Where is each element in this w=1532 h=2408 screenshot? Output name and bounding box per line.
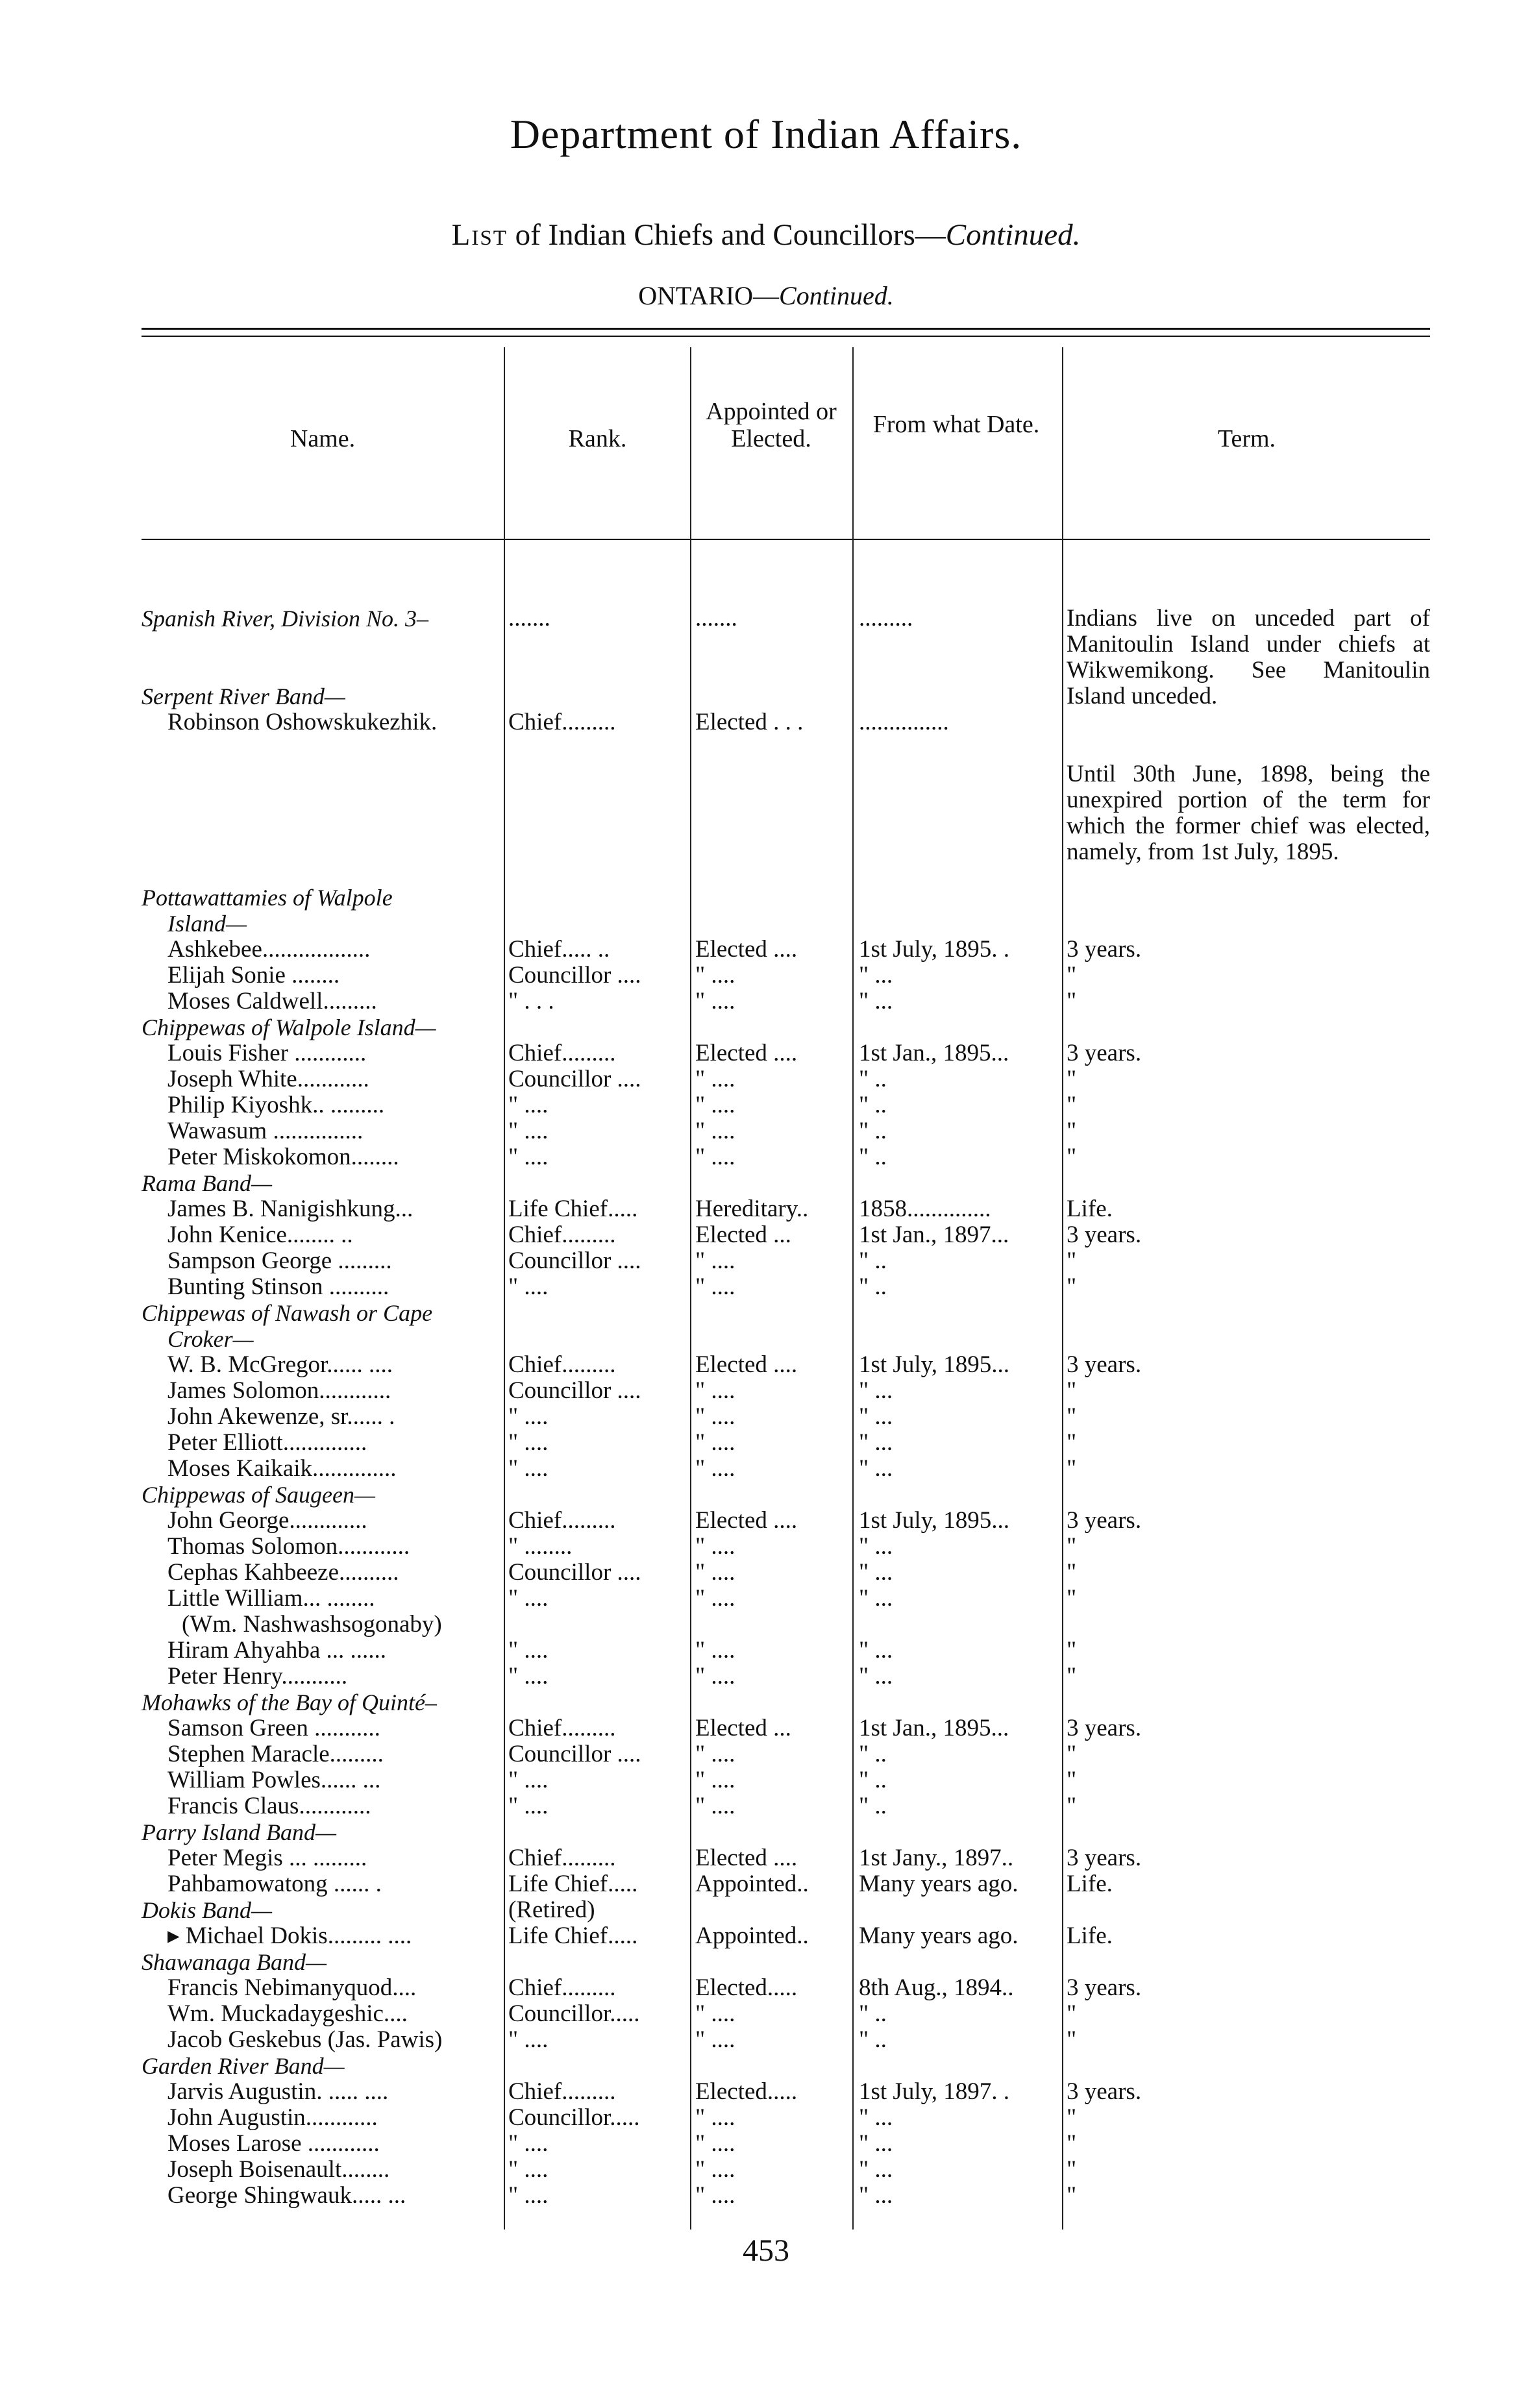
cell-app: " ....: [695, 1741, 735, 1767]
cell-name: Peter Megis ... .........: [167, 1845, 367, 1871]
cell-name: John Augustin............: [167, 2104, 378, 2131]
cell-term: ": [1067, 1144, 1077, 1170]
cell-rank: " ....: [508, 2026, 549, 2053]
cell-name: Ashkebee..................: [167, 936, 371, 963]
cell-app: Elected ....: [695, 1040, 798, 1066]
cell-term: ": [1067, 1559, 1077, 1586]
cell-date: " ..: [859, 1092, 887, 1118]
cell-name: Shawanaga Band—: [142, 1949, 327, 1975]
cell-name: Jacob Geskebus (Jas. Pawis): [167, 2026, 443, 2053]
cell-name: ▸ Michael Dokis......... ....: [167, 1923, 412, 1949]
cell-term: ": [1067, 1663, 1077, 1689]
cell-date: " ...: [859, 1585, 893, 1612]
cell-app: " ....: [695, 1092, 735, 1118]
cell-app: " ....: [695, 988, 735, 1014]
cell-name: Stephen Maracle.........: [167, 1741, 384, 1767]
cell-name: George Shingwauk..... ...: [167, 2182, 406, 2209]
cell-rank: Chief.........: [508, 2078, 616, 2105]
cell-name: John George.............: [167, 1507, 367, 1534]
cell-rank: " ....: [508, 2156, 549, 2183]
table-row: [142, 1352, 1430, 1378]
cell-app: " ....: [695, 1559, 735, 1586]
cell-name: Moses Kaikaik..............: [167, 1455, 397, 1482]
cell-app: " ....: [695, 1637, 735, 1664]
cell-app: Elected.....: [695, 2078, 798, 2105]
cell-rank: Chief.........: [508, 1351, 616, 1378]
cell-rank: Life Chief.....: [508, 1196, 638, 1222]
province-title: [0, 280, 1532, 311]
cell-date: " ...: [859, 1663, 893, 1689]
cell-name: Louis Fisher ............: [167, 1040, 367, 1066]
cell-rank: Life Chief.....: [508, 1871, 638, 1897]
table-row: [142, 2131, 1430, 2157]
cell-term: ": [1067, 1247, 1077, 1274]
cell-app: " ....: [695, 2130, 735, 2157]
cell-term: ": [1067, 2000, 1077, 2027]
cell-date: " ...: [859, 1533, 893, 1560]
cell-term: ": [1067, 1377, 1077, 1404]
cell-term: 3 years.: [1067, 1040, 1142, 1066]
band-row: [142, 885, 1430, 911]
cell-name: John Kenice........ ..: [167, 1222, 353, 1248]
cell-app: Elected.....: [695, 1974, 798, 2001]
table-row: [142, 1560, 1430, 1586]
cell-name: Joseph Boisenault........: [167, 2156, 390, 2183]
cell-name: Wawasum ...............: [167, 1118, 364, 1144]
cell-date: 1st Jan., 1895...: [859, 1040, 1009, 1066]
cell-rank: Chief.........: [508, 1222, 616, 1248]
cell-name: Francis Nebimanyquod....: [167, 1974, 417, 2001]
cell-date: 1st July, 1897. .: [859, 2078, 1009, 2105]
cell-rank: Chief.........: [508, 709, 616, 735]
cell-name: Pottawattamies of Walpole: [142, 885, 393, 911]
cell-name: Peter Miskokomon........: [167, 1144, 399, 1170]
table-row: [142, 1196, 1430, 1222]
cell-rank: (Retired): [508, 1897, 595, 1923]
cell-date: " ...: [859, 1429, 893, 1456]
table-row: [142, 1456, 1430, 1482]
cell-date: 1st Jan., 1897...: [859, 1222, 1009, 1248]
cell-app: Elected ....: [695, 1507, 798, 1534]
cell-rank: " ....: [508, 1663, 549, 1689]
cell-term: 3 years.: [1067, 2078, 1142, 2105]
table-row: [142, 1975, 1430, 2001]
cell-rank: " . . .: [508, 988, 554, 1014]
cell-rank: " ....: [508, 1403, 549, 1430]
cell-rank: " ....: [508, 1118, 549, 1144]
list-title-word: List: [451, 218, 508, 252]
table-row: [142, 1144, 1430, 1170]
cell-term: ": [1067, 1793, 1077, 1819]
table-row: [142, 1845, 1430, 1871]
cell-app: " ....: [695, 1118, 735, 1144]
cell-name: Robinson Oshowskukezhik.: [167, 709, 438, 735]
cell-name: W. B. McGregor...... ....: [167, 1351, 393, 1378]
table-row: [142, 989, 1430, 1014]
cell-date: " ...: [859, 2156, 893, 2183]
table-row: [142, 1923, 1430, 1949]
cell-rank: Councillor ....: [508, 1247, 641, 1274]
table-row: [142, 1118, 1430, 1144]
cell-name: John Akewenze, sr...... .: [167, 1403, 395, 1430]
table-row: [142, 2157, 1430, 2183]
cell-app: " ....: [695, 1247, 735, 1274]
cell-date: " ...: [859, 1637, 893, 1664]
cell-date: " ..: [859, 1118, 887, 1144]
table-row: [142, 1767, 1430, 1793]
cell-date: " ...: [859, 1455, 893, 1482]
table-row: [142, 2027, 1430, 2053]
band-row: [142, 1014, 1430, 1040]
cell-date: " ..: [859, 1273, 887, 1300]
list-title-text: of Indian Chiefs and Councillors—: [507, 218, 946, 252]
cell-rank: " ....: [508, 1793, 549, 1819]
cell-rank: Chief.........: [508, 1974, 616, 2001]
cell-date: " ..: [859, 1144, 887, 1170]
cell-term: ": [1067, 2182, 1077, 2209]
cell-term: 3 years.: [1067, 1845, 1142, 1871]
cell-rank: " ....: [508, 1637, 549, 1664]
cell-name: Mohawks of the Bay of Quinté–: [142, 1689, 437, 1715]
cell-rank: Chief.........: [508, 1040, 616, 1066]
cell-app: " ....: [695, 1663, 735, 1689]
cell-term: ": [1067, 1429, 1077, 1456]
cell-term: 3 years.: [1067, 936, 1142, 963]
cell-rank: " ........: [508, 1533, 573, 1560]
cell-name: Spanish River, Division No. 3–: [142, 606, 428, 632]
col-header-name: Name.: [290, 425, 356, 452]
cell-app: " ....: [695, 1403, 735, 1430]
cell-name: Sampson George .........: [167, 1247, 392, 1274]
cell-term: ": [1067, 1273, 1077, 1300]
cell-app: " ....: [695, 1066, 735, 1092]
cell-app: " ....: [695, 962, 735, 989]
cell-app: " ....: [695, 1429, 735, 1456]
table-row: [142, 1378, 1430, 1404]
table-row: [142, 2001, 1430, 2027]
cell-name: Peter Elliott..............: [167, 1429, 367, 1456]
col-header-appointed: Appointed or Elected.: [706, 398, 837, 452]
band-row: [142, 1300, 1430, 1326]
table-row: [142, 1534, 1430, 1560]
cell-date: " ...: [859, 2130, 893, 2157]
cell-rank: " ....: [508, 1429, 549, 1456]
table-row: [142, 1248, 1430, 1274]
cell-term: 3 years.: [1067, 1507, 1142, 1534]
cell-app: " ....: [695, 1585, 735, 1612]
cell-rank: Chief.........: [508, 1715, 616, 1741]
chiefs-table: [142, 328, 1430, 2236]
cell-name: Francis Claus............: [167, 1793, 371, 1819]
cell-rank: " ....: [508, 1455, 549, 1482]
cell-name: William Powles...... ...: [167, 1767, 381, 1793]
cell-date: " ...: [859, 1559, 893, 1586]
table-row: [142, 1430, 1430, 1456]
cell-rank: Chief.........: [508, 1845, 616, 1871]
cell-app: .......: [695, 605, 737, 632]
band-row: [142, 1689, 1430, 1715]
table-row: [142, 1793, 1430, 1819]
table-row: [142, 1638, 1430, 1664]
table-top-rule: [142, 328, 1430, 330]
cell-rank: Councillor ....: [508, 962, 641, 989]
cell-app: " ....: [695, 1273, 735, 1300]
table-row: [142, 963, 1430, 989]
cell-name: Serpent River Band—: [142, 683, 345, 709]
cell-term: ": [1067, 1741, 1077, 1767]
cell-name: Samson Green ...........: [167, 1715, 380, 1741]
cell-name: Garden River Band—: [142, 2053, 345, 2079]
cell-date: " ..: [859, 2026, 887, 2053]
band-row: [142, 1949, 1430, 1975]
cell-rank: Councillor ....: [508, 1559, 641, 1586]
col-header-rank: Rank.: [568, 425, 627, 452]
cell-term: ": [1067, 1092, 1077, 1118]
table-row: [142, 1066, 1430, 1092]
cell-rank: " ....: [508, 1585, 549, 1612]
cell-date: .........: [859, 605, 913, 632]
band-row: [142, 1482, 1430, 1508]
cell-rank: " ....: [508, 2182, 549, 2209]
cell-name: Croker—: [167, 1326, 254, 1352]
cell-term: 3 years.: [1067, 1715, 1142, 1741]
cell-name: Chippewas of Saugeen—: [142, 1482, 375, 1508]
cell-name: Pahbamowatong ...... .: [167, 1871, 382, 1897]
cell-date: 1st July, 1895...: [859, 1507, 1009, 1534]
cell-date: " ...: [859, 2104, 893, 2131]
cell-app: " ....: [695, 2156, 735, 2183]
cell-name: Dokis Band—: [142, 1897, 272, 1923]
cell-name: James B. Nanigishkung...: [167, 1196, 414, 1222]
cell-name: Wm. Muckadaygeshic....: [167, 2000, 408, 2027]
cell-name: Parry Island Band—: [142, 1819, 336, 1845]
cell-rank: Councillor ....: [508, 1066, 641, 1092]
cell-rank: " ....: [508, 1767, 549, 1793]
cell-date: " ...: [859, 2182, 893, 2209]
cell-app: " ....: [695, 1377, 735, 1404]
cell-name: Jarvis Augustin. ..... ....: [167, 2078, 389, 2105]
cell-date: 1st July, 1895. .: [859, 936, 1009, 963]
cell-app: " ....: [695, 1455, 735, 1482]
band-row: [142, 1170, 1430, 1196]
cell-name: Thomas Solomon............: [167, 1533, 410, 1560]
cell-name: Rama Band—: [142, 1170, 272, 1196]
band-row: [142, 1819, 1430, 1845]
term-note-spanish-river-text: Indians live on unceded part of Manitoulin Island under chiefs at Wikwemikong. See Manitoulin Island unceded.: [1067, 605, 1430, 709]
province-name: ONTARIO—: [638, 281, 780, 310]
cell-name: Joseph White............: [167, 1066, 369, 1092]
cell-name: Island—: [167, 911, 247, 937]
cell-app: " ....: [695, 2026, 735, 2053]
cell-app: Elected ....: [695, 936, 798, 963]
table-row: [142, 1741, 1430, 1767]
header-bottom-rule: [142, 539, 1430, 540]
col-header-term: Term.: [1217, 425, 1276, 452]
cell-rank: Life Chief.....: [508, 1923, 638, 1949]
term-note-serpent-river: [1067, 761, 1430, 865]
cell-rank: " ....: [508, 1144, 549, 1170]
table-row: [142, 1871, 1430, 1897]
cell-app: Elected ....: [695, 1351, 798, 1378]
table-top-rule-2: [142, 336, 1430, 337]
cell-name: Moses Caldwell.........: [167, 988, 377, 1014]
table-row: [142, 2183, 1430, 2209]
col-header-date: From what Date.: [872, 411, 1040, 438]
cell-term: ": [1067, 1767, 1077, 1793]
cell-app: Elected . . .: [695, 709, 804, 735]
cell-date: " ...: [859, 988, 893, 1014]
cell-term: ": [1067, 1066, 1077, 1092]
cell-app: " ....: [695, 2182, 735, 2209]
cell-term: 3 years.: [1067, 1351, 1142, 1378]
cell-date: 1858..............: [859, 1196, 991, 1222]
cell-rank: Councillor ....: [508, 1741, 641, 1767]
cell-rank: " ....: [508, 1273, 549, 1300]
table-row: [142, 2079, 1430, 2105]
cell-date: " ..: [859, 2000, 887, 2027]
cell-term: ": [1067, 962, 1077, 989]
cell-name: Elijah Sonie ........: [167, 962, 340, 989]
table-row: [142, 1664, 1430, 1689]
table-row: [142, 1222, 1430, 1248]
cell-term: ": [1067, 2130, 1077, 2157]
table-row: [142, 1508, 1430, 1534]
cell-term: ": [1067, 1403, 1077, 1430]
cell-app: Hereditary..: [695, 1196, 809, 1222]
table-row: [142, 1612, 1430, 1638]
cell-date: " ...: [859, 962, 893, 989]
cell-date: 1st Jany., 1897..: [859, 1845, 1014, 1871]
cell-rank: Chief..... ..: [508, 936, 610, 963]
table-row: [142, 1586, 1430, 1612]
cell-term: 3 years.: [1067, 1974, 1142, 2001]
cell-term: ": [1067, 988, 1077, 1014]
cell-app: " ....: [695, 1793, 735, 1819]
cell-rank: Councillor.....: [508, 2000, 640, 2027]
table-row: [142, 1274, 1430, 1300]
page-title: Department of Indian Affairs.: [510, 111, 1022, 157]
cell-name: Peter Henry...........: [167, 1663, 348, 1689]
cell-rank: " ....: [508, 2130, 549, 2157]
term-note-spanish-river: [1067, 606, 1430, 709]
cell-app: " ....: [695, 2104, 735, 2131]
cell-date: " ...: [859, 1403, 893, 1430]
cell-name: James Solomon............: [167, 1377, 391, 1404]
cell-term: ": [1067, 1533, 1077, 1560]
cell-date: " ...: [859, 1377, 893, 1404]
cell-term: ": [1067, 2104, 1077, 2131]
cell-rank: Chief.........: [508, 1507, 616, 1534]
table-row: [142, 1040, 1430, 1066]
cell-app: Appointed..: [695, 1923, 809, 1949]
cell-name: Chippewas of Nawash or Cape: [142, 1300, 433, 1326]
cell-date: " ..: [859, 1741, 887, 1767]
cell-app: " ....: [695, 1767, 735, 1793]
cell-term: 3 years.: [1067, 1222, 1142, 1248]
cell-name: (Wm. Nashwashsogonaby): [182, 1611, 442, 1638]
cell-date: Many years ago.: [859, 1923, 1019, 1949]
cell-name: Moses Larose ............: [167, 2130, 380, 2157]
cell-date: 1st July, 1895...: [859, 1351, 1009, 1378]
band-row: [142, 1897, 1430, 1923]
cell-rank: Councillor.....: [508, 2104, 640, 2131]
cell-app: " ....: [695, 1533, 735, 1560]
cell-app: " ....: [695, 2000, 735, 2027]
cell-date: " ..: [859, 1066, 887, 1092]
page-number: 453: [743, 2233, 789, 2268]
cell-name: Little William... ........: [167, 1585, 375, 1612]
cell-name: Philip Kiyoshk.. .........: [167, 1092, 385, 1118]
cell-name: Hiram Ahyahba ... ......: [167, 1637, 387, 1664]
cell-date: " ..: [859, 1767, 887, 1793]
cell-name: Cephas Kahbeeze..........: [167, 1559, 399, 1586]
cell-term: ": [1067, 2026, 1077, 2053]
cell-date: " ..: [859, 1247, 887, 1274]
cell-term: ": [1067, 1585, 1077, 1612]
band-row: [142, 1326, 1430, 1352]
table-row: [142, 1404, 1430, 1430]
cell-date: ...............: [859, 709, 949, 735]
cell-app: " ....: [695, 1144, 735, 1170]
band-row: [142, 911, 1430, 937]
cell-term: Life.: [1067, 1923, 1113, 1949]
list-title-continued: Continued.: [945, 218, 1081, 252]
cell-app: Elected ....: [695, 1845, 798, 1871]
cell-term: Life.: [1067, 1196, 1113, 1222]
cell-name: Chippewas of Walpole Island—: [142, 1014, 436, 1040]
list-title: [0, 217, 1532, 252]
cell-term: ": [1067, 1637, 1077, 1664]
cell-term: ": [1067, 1455, 1077, 1482]
table-row: [142, 1092, 1430, 1118]
cell-term: Life.: [1067, 1871, 1113, 1897]
table-row: [142, 937, 1430, 963]
cell-app: Appointed..: [695, 1871, 809, 1897]
term-note-serpent-river-text: Until 30th June, 1898, being the unexpired portion of the term for which the former chief was elected, namely, from 1st July, 1895.: [1067, 761, 1430, 865]
cell-name: Bunting Stinson ..........: [167, 1273, 389, 1300]
cell-date: Many years ago.: [859, 1871, 1019, 1897]
cell-term: ": [1067, 1118, 1077, 1144]
cell-term: ": [1067, 2156, 1077, 2183]
cell-rank: Councillor ....: [508, 1377, 641, 1404]
band-row: [142, 2053, 1430, 2079]
cell-app: Elected ...: [695, 1222, 791, 1248]
cell-date: " ..: [859, 1793, 887, 1819]
cell-rank: .......: [508, 605, 550, 632]
cell-app: Elected ...: [695, 1715, 791, 1741]
table-row: [142, 709, 1430, 735]
province-continued: Continued.: [779, 281, 894, 310]
table-row: [142, 1715, 1430, 1741]
cell-rank: " ....: [508, 1092, 549, 1118]
cell-date: 1st Jan., 1895...: [859, 1715, 1009, 1741]
cell-date: 8th Aug., 1894..: [859, 1974, 1014, 2001]
table-row: [142, 2105, 1430, 2131]
